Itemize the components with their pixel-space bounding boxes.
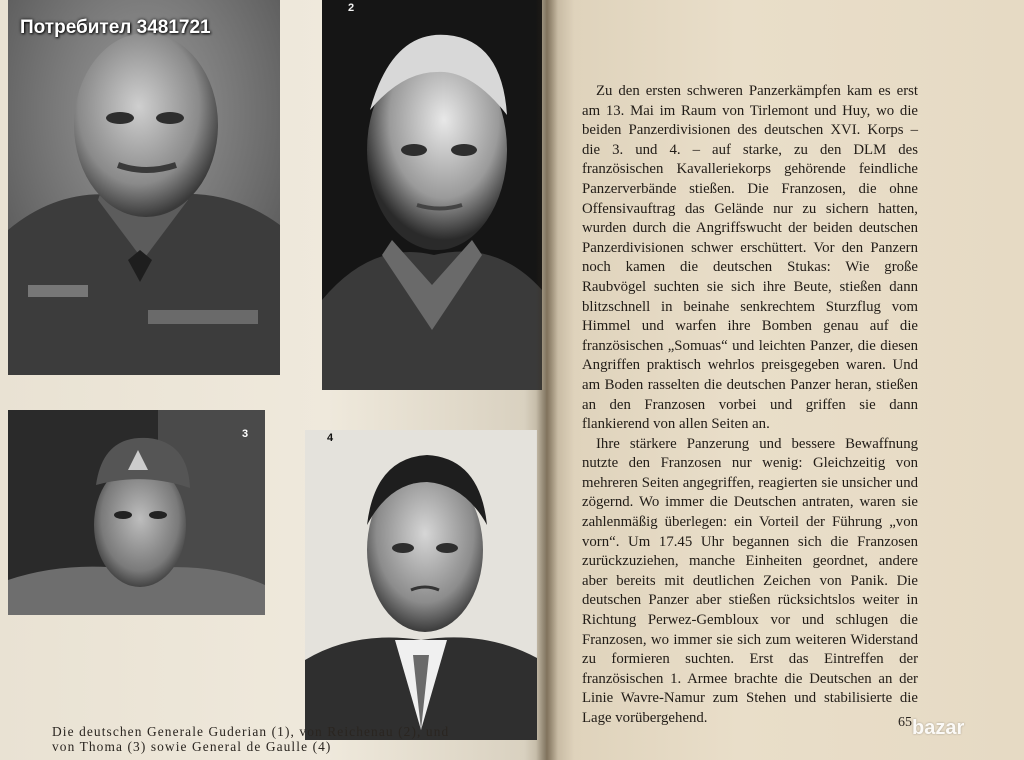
photo-portrait-4: [305, 430, 537, 740]
caption-line: von Thoma (3) sowie General de Gaulle (4): [52, 739, 332, 754]
book-gutter: [536, 0, 558, 760]
paragraph: Ihre stärkere Panzerung und bessere Bewaffnung nutzte den Franzosen nur wenig: Gleichzeitig von mehreren Seiten angegriffen, reagierten sie unsicher und zögernd. Wo immer die Deutschen antraten, waren sie zahlenmäßig überlegen: ein Vorteil der Führung „von vorn“. Um 17.45 Uhr begannen sich die Franzosen zurückzuziehen, manche Einheiten geordnet, andere aber bereits mit deutlichen Zeichen von Panik. Die deutschen Panzer aber stießen rücksichtslos weiter in Richtung Perwez-Gembloux vor und schlugen die Franzosen, wo immer sie sich zum weiteren Widerstand zu formieren suchten. Erst das Eintreffen der französischen 1. Armee brachte die Deutschen an der Linie Wavre-Namur zum Stehen und stabilisierte die Lage vorübergehend.: [582, 435, 918, 726]
user-watermark: Потребител 3481721: [20, 17, 211, 38]
site-logo: bazar: [912, 717, 965, 739]
photo-number: 3: [242, 428, 249, 440]
photo-number: 2: [348, 2, 355, 14]
paragraph: Zu den ersten schweren Panzerkämpfen kam es erst am 13. Mai im Raum von Tirlemont und Huy, wo die beiden Panzerdivisionen des deutschen XVI. Korps – die 3. und 4. – auf starke, zu den DLM des französischen Kavalleriekorps gehörende feindliche Panzerverbände stießen. Die Franzosen, die ohne Offensivauftrag das Gelände nur zu sichern hatten, wurden durch die Angriffswucht der beiden deutschen Panzerdivisionen schwer erschüttert. Vor den Panzern noch kamen die deutschen Stukas: Wie große Raubvögel suchten sie sich ihre Beute, stießen dann blitzschnell in beinahe senkrechtem Sturzflug vom Himmel und warfen ihre Bomben genau auf die französischen „Somuas“ und leichten Panzer, die diesen Angriffen praktisch wehrlos preisgegeben waren. Und am Boden rasselten die deutschen Panzer heran, stießen an den Franzosen vorbei und griffen sie dann flankierend von allen Seiten an.: [582, 83, 918, 433]
photo-number: 4: [327, 432, 334, 444]
photo-portrait-1: [8, 0, 280, 375]
photo-portrait-2: [322, 0, 542, 390]
body-text: [582, 82, 918, 729]
caption-line: Die deutschen Generale Guderian (1), von Reichenau (2), und: [52, 724, 450, 739]
page-number: 65: [898, 715, 912, 730]
photo-portrait-3: [8, 410, 265, 615]
photo-caption: [52, 724, 482, 754]
